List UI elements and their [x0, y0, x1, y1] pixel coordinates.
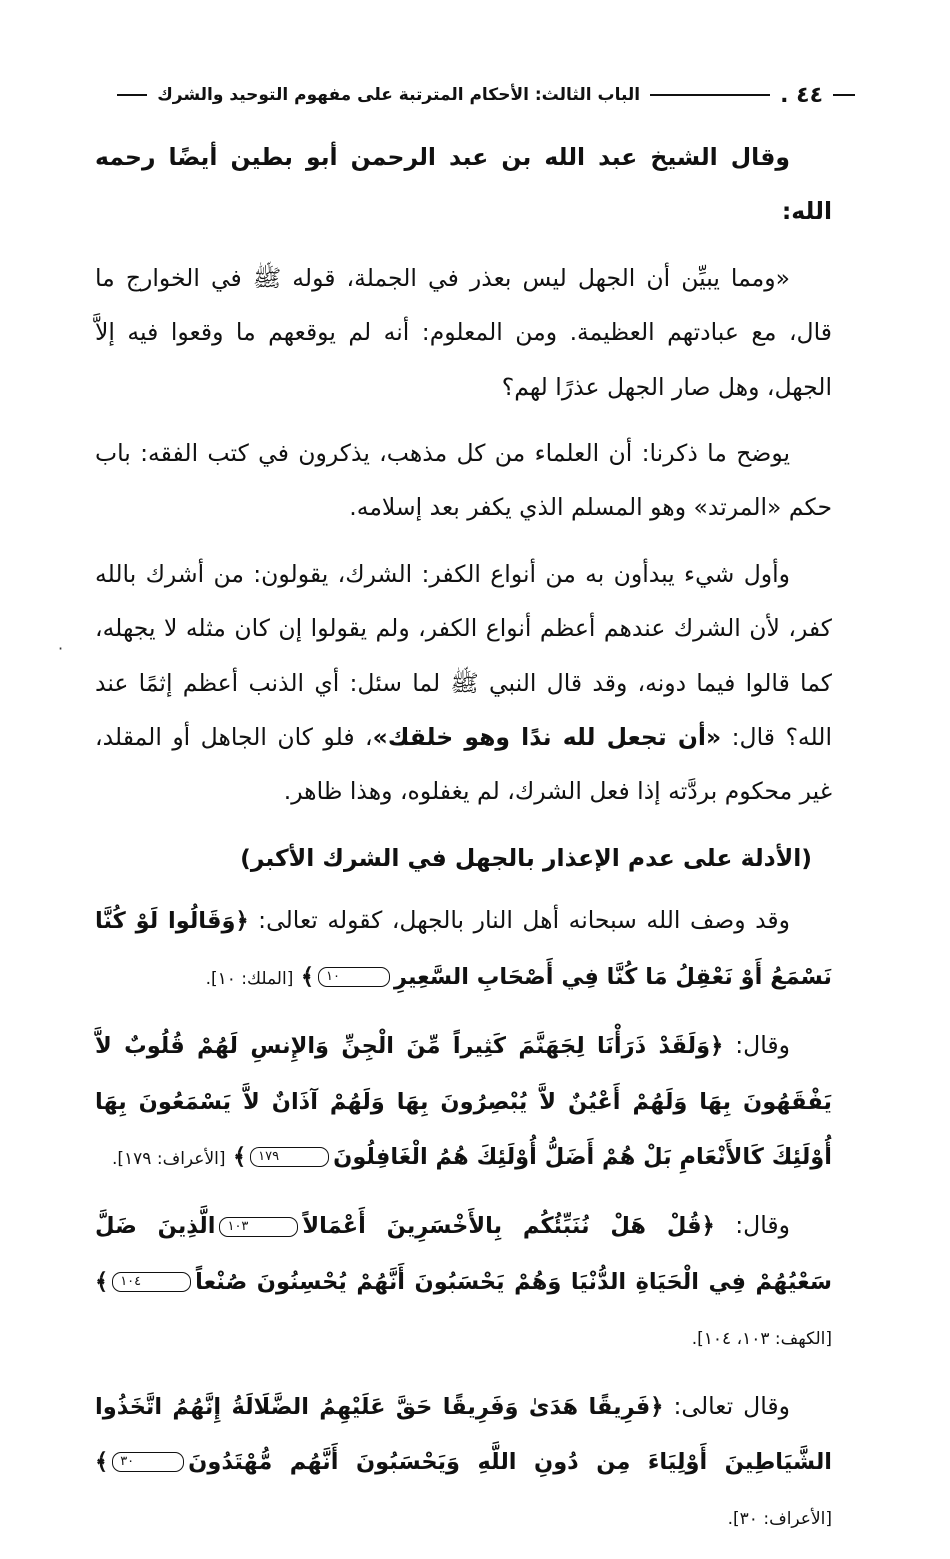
margin-dot: ·: [58, 639, 64, 658]
verse-intro: وقد وصف الله سبحانه أهل النار بالجهل، كقوله تعالى:: [248, 906, 790, 935]
header-rule-middle: [650, 94, 770, 96]
paragraph-quote-khawarij: «ومما يبيِّن أن الجهل ليس بعذر في الجملة، قوله ﷺ في الخوارج ما قال، مع عبادتهم العظيمة. ومن المعلوم: أنه لم يوقعهم ما وقعوا فيه إلاَّ الجهل، وهل صار الجهل عذرًا لهم؟: [95, 263, 832, 401]
verse-text: ﴿فَرِيقًا هَدَىٰ وَفَرِيقًا حَقَّ عَلَيْهِمُ الضَّلَالَةُ إِنَّهُمُ اتَّخَذُوا الشَّيَاطِينَ أَوْلِيَاءَ مِن دُونِ اللَّهِ وَيَحْسَبُونَ أَنَّهُم مُّهْتَدُونَ: [95, 1393, 832, 1475]
paragraph-verse-araf-30: [95, 1379, 832, 1547]
paragraph-shirk-text-b: ، فلو كان الجاهل أو المقلد، غير محكوم بردَّته إذا فعل الشرك، لم يغفلوه، وهذا ظاهر.: [95, 723, 832, 806]
verse-close-bracket: ﴾: [95, 1448, 109, 1475]
verse-reference: [الملك: ١٠].: [205, 968, 294, 989]
verse-text: الَّذِينَ ضَلَّ سَعْيُهُمْ فِي الْحَيَاةِ الدُّنْيَا وَهُمْ يَحْسَبُونَ أَنَّهُمْ يُحْسِنُونَ صُنْعاً: [95, 1213, 832, 1295]
ayah-number-marker: ١٠٤: [112, 1272, 191, 1292]
paragraph-verse-kahf: [95, 1198, 832, 1366]
verse-reference: [الأعراف: ١٧٩].: [111, 1148, 226, 1169]
verse-intro: وقال تعالى:: [663, 1391, 790, 1420]
verse-text: ﴿وَلَقَدْ ذَرَأْنَا لِجَهَنَّمَ كَثِيراً مِّنَ الْجِنِّ وَالإِنسِ لَهُمْ قُلُوبٌ لاَّ يَفْقَهُونَ بِهَا وَلَهُمْ أَعْيُنٌ لاَّ يُبْصِرُونَ بِهَا وَلَهُمْ آذَانٌ لاَّ يَسْمَعُونَ بِهَا أُوْلَئِكَ كَالأَنْعَامِ بَلْ هُمْ أَضَلُّ أُوْلَئِكَ هُمُ الْغَافِلُونَ: [95, 1033, 832, 1170]
chapter-title: الباب الثالث: الأحكام المترتبة على مفهوم التوحيد والشرك: [157, 85, 641, 105]
verse-close-bracket: ﴾: [300, 963, 315, 990]
paragraph-murtad: يوضح ما ذكرنا: أن العلماء من كل مذهب، يذكرون في كتب الفقه: باب حكم «المرتد» وهو المسلم الذي يكفر بعد إسلامه.: [95, 439, 832, 522]
hadith-quote: «أن تجعل لله ندًا وهو خلقك»: [372, 723, 722, 752]
header-rule-left: [117, 94, 147, 96]
paragraph-intro: وقال الشيخ عبد الله بن عبد الرحمن أبو بطين أيضًا رحمه الله:: [95, 143, 832, 226]
verse-intro: وقال:: [714, 1211, 790, 1240]
paragraph-shirk: [95, 547, 832, 819]
running-header: [95, 80, 855, 110]
verse-close-bracket: ﴾: [95, 1268, 109, 1295]
verse-text: ﴿قُلْ هَلْ نُنَبِّئُكُم بِالأَخْسَرِينَ أَعْمَالاً: [302, 1213, 715, 1240]
verse-text: ﴿وَقَالُوا لَوْ كُنَّا نَسْمَعُ أَوْ نَعْقِلُ مَا كُنَّا فِي أَصْحَابِ السَّعِيرِ: [95, 908, 832, 990]
ayah-number-marker: ١٠: [318, 967, 390, 987]
paragraph-shirk-text-a: وأول شيء يبدأون به من أنواع الكفر: الشرك، يقولون: من أشرك بالله كفر، لأن الشرك عندهم أعظم أنواع الكفر، ولم يقولوا إن كان مثله لا يجهله، كما قالوا فيما دونه، وقد قال النبي ﷺ لما سئل: أي الذنب أعظم إثمًا عند الله؟ قال:: [95, 559, 832, 752]
header-rule-right: [833, 94, 855, 96]
verse-reference: [الأعراف: ٣٠].: [727, 1509, 832, 1530]
verse-close-bracket: ﴾: [232, 1143, 247, 1170]
ayah-number-marker: ١٠٣: [219, 1217, 298, 1237]
page-body: [95, 130, 832, 1559]
paragraph-verse-mulk: [95, 893, 832, 1006]
page-number: ٤٤ .: [780, 82, 823, 108]
verse-intro: وقال:: [723, 1031, 790, 1060]
paragraph-verse-araf-179: [95, 1018, 832, 1186]
ayah-number-marker: ٣٠: [112, 1452, 184, 1472]
verse-reference: [الكهف: ١٠٣، ١٠٤].: [691, 1329, 832, 1350]
section-heading: (الأدلة على عدم الإعذار بالجهل في الشرك الأكبر): [240, 843, 812, 872]
ayah-number-marker: ١٧٩: [250, 1147, 329, 1167]
